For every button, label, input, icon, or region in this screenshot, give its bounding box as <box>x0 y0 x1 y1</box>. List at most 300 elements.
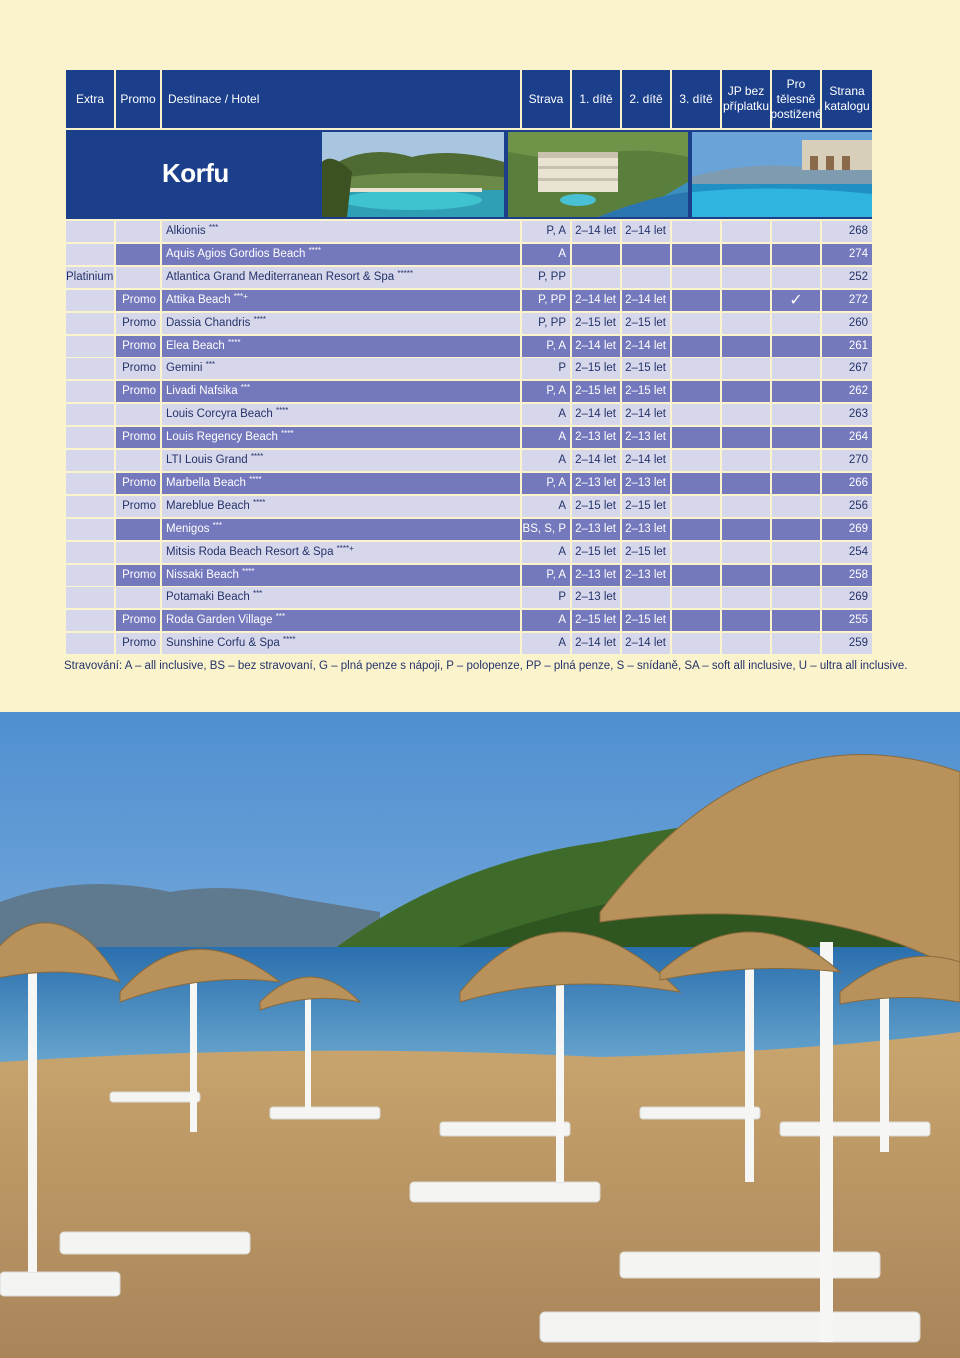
hotel-stars: **** <box>281 429 294 439</box>
table-row <box>66 565 872 586</box>
cell-promo <box>116 565 160 586</box>
hotel-name: Attika Beach <box>166 293 231 306</box>
cell-value: 2–14 let <box>625 454 666 466</box>
cell-page <box>822 427 872 448</box>
cell-name <box>162 473 520 494</box>
cell-c3 <box>672 381 720 402</box>
cell-name <box>162 244 520 265</box>
hotel-stars: **** <box>308 245 322 255</box>
cell-c2 <box>622 610 670 631</box>
cell-value: Promo <box>122 339 156 352</box>
hotel-stars: *** <box>275 612 286 622</box>
cell-extra <box>66 290 114 311</box>
cell-promo <box>116 313 160 334</box>
cell-board <box>522 244 570 265</box>
cell-hc <box>772 313 820 334</box>
table-row <box>66 313 872 334</box>
cell-c3 <box>672 313 720 334</box>
header-page: Strana katalogu <box>822 70 872 128</box>
header-handicap: Pro tělesně postižené <box>772 70 820 128</box>
cell-c3 <box>672 267 720 288</box>
cell-c2 <box>622 427 670 448</box>
cell-promo <box>116 427 160 448</box>
cell-hc <box>772 290 820 311</box>
cell-page <box>822 450 872 471</box>
cell-c1 <box>572 542 620 563</box>
hotel-name: Mareblue Beach <box>166 499 250 512</box>
cell-name <box>162 221 520 242</box>
hotel-name: Marbella Beach <box>166 476 246 489</box>
cell-value: 2–15 let <box>625 316 666 329</box>
cell-c1 <box>572 221 620 242</box>
hotel-stars: **** <box>249 474 262 484</box>
hotel-name: Menigos <box>166 522 210 535</box>
cell-hc <box>772 496 820 517</box>
cell-hc <box>772 221 820 242</box>
cell-extra <box>66 610 114 631</box>
header-child1: 1. dítě <box>572 70 620 128</box>
cell-c1 <box>572 450 620 471</box>
cell-name <box>162 358 520 379</box>
cell-value: 2–14 let <box>625 408 666 421</box>
cell-extra <box>66 450 114 471</box>
cell-extra <box>66 519 114 540</box>
cell-hc <box>772 358 820 379</box>
cell-c1 <box>572 404 620 425</box>
cell-value: P, A <box>546 385 566 398</box>
cell-value: Promo <box>122 431 156 444</box>
cell-c2 <box>622 244 670 265</box>
hotel-stars: *** <box>205 360 215 370</box>
cell-extra <box>66 427 114 448</box>
cell-name <box>162 313 520 334</box>
cell-c3 <box>672 290 720 311</box>
hotel-name: Atlantica Grand Mediterranean Resort & Spa <box>166 270 395 283</box>
cell-value: 2–14 let <box>625 293 666 306</box>
table-row <box>66 587 872 608</box>
cell-value: 2–15 let <box>575 362 616 375</box>
cell-c3 <box>672 565 720 586</box>
table-row <box>66 336 872 357</box>
cell-c1 <box>572 473 620 494</box>
cell-value: 264 <box>848 431 868 444</box>
cell-extra <box>66 542 114 563</box>
cell-c3 <box>672 358 720 379</box>
cell-c3 <box>672 587 720 608</box>
cell-value: 256 <box>848 499 868 512</box>
cell-hc <box>772 267 820 288</box>
cell-value: 2–13 let <box>575 431 616 444</box>
cell-name <box>162 267 520 288</box>
cell-promo <box>116 267 160 288</box>
cell-board <box>522 587 570 608</box>
cell-c2 <box>622 633 670 654</box>
cell-value: 254 <box>848 545 868 558</box>
cell-value: 2–15 let <box>575 545 616 558</box>
cell-jp <box>722 450 770 471</box>
cell-page <box>822 496 872 517</box>
cell-promo <box>116 587 160 608</box>
cell-board <box>522 313 570 334</box>
cell-jp <box>722 381 770 402</box>
cell-promo <box>116 358 160 379</box>
table-row <box>66 290 872 311</box>
cell-hc <box>772 610 820 631</box>
region-banner <box>66 130 872 219</box>
hotel-stars: **** <box>250 452 264 461</box>
cell-extra <box>66 473 114 494</box>
hotel-stars: *** <box>252 589 263 599</box>
cell-hc <box>772 427 820 448</box>
cell-c2 <box>622 587 670 608</box>
cell-c3 <box>672 221 720 242</box>
hotel-name: Gemini <box>166 362 203 375</box>
cell-c2 <box>622 519 670 540</box>
cell-c3 <box>672 450 720 471</box>
cell-c3 <box>672 427 720 448</box>
table-row <box>66 358 872 379</box>
cell-promo <box>116 496 160 517</box>
cell-c2 <box>622 473 670 494</box>
cell-value: 272 <box>848 293 868 306</box>
cell-page <box>822 358 872 379</box>
cell-jp <box>722 519 770 540</box>
cell-name <box>162 542 520 563</box>
cell-page <box>822 404 872 425</box>
hotel-name: LTI Louis Grand <box>166 454 248 466</box>
cell-c1 <box>572 565 620 586</box>
cell-value: 2–13 let <box>625 568 666 581</box>
hotel-stars: **** <box>275 406 289 416</box>
cell-name <box>162 519 520 540</box>
cell-name <box>162 610 520 631</box>
cell-name <box>162 336 520 357</box>
cell-promo <box>116 610 160 631</box>
table-row <box>66 221 872 242</box>
cell-value: 2–15 let <box>625 614 666 627</box>
cell-board <box>522 450 570 471</box>
cell-board <box>522 496 570 517</box>
cell-value: BS, S, P <box>522 522 566 535</box>
cell-value: 258 <box>848 568 868 581</box>
cell-c3 <box>672 633 720 654</box>
cell-value: P <box>558 591 566 604</box>
cell-value: P, PP <box>538 316 566 329</box>
cell-c1 <box>572 267 620 288</box>
cell-value: 269 <box>848 591 868 604</box>
cell-promo <box>116 336 160 357</box>
cell-c1 <box>572 244 620 265</box>
hotel-stars: **** <box>228 337 241 347</box>
hotel-name: Roda Garden Village <box>166 614 273 627</box>
cell-name <box>162 496 520 517</box>
table-row <box>66 404 872 425</box>
cell-c2 <box>622 496 670 517</box>
header-extra: Extra <box>66 70 114 128</box>
cell-page <box>822 610 872 631</box>
handicap-check-icon: ✓ <box>789 291 803 309</box>
cell-extra <box>66 565 114 586</box>
cell-value: 2–13 let <box>575 568 616 581</box>
hotel-stars: ***** <box>397 268 413 278</box>
cell-hc <box>772 519 820 540</box>
cell-page <box>822 244 872 265</box>
cell-c3 <box>672 244 720 265</box>
cell-c1 <box>572 496 620 517</box>
table-row <box>66 244 872 265</box>
cell-value: 252 <box>848 270 868 283</box>
cell-page <box>822 587 872 608</box>
hotel-name: Potamaki Beach <box>166 591 250 604</box>
hotel-photo-bay <box>322 132 504 217</box>
cell-hc <box>772 473 820 494</box>
cell-board <box>522 519 570 540</box>
cell-c2 <box>622 450 670 471</box>
cell-value: A <box>558 545 566 558</box>
cell-c2 <box>622 565 670 586</box>
cell-value: 2–14 let <box>625 339 666 352</box>
cell-extra <box>66 358 114 379</box>
cell-promo <box>116 290 160 311</box>
cell-value: 2–14 let <box>575 339 616 352</box>
cell-jp <box>722 404 770 425</box>
cell-value: 2–13 let <box>625 476 666 489</box>
cell-c2 <box>622 267 670 288</box>
header-promo: Promo <box>116 70 160 128</box>
cell-c3 <box>672 336 720 357</box>
cell-hc <box>772 542 820 563</box>
hotel-name: Sunshine Corfu & Spa <box>166 637 280 650</box>
cell-jp <box>722 221 770 242</box>
header-board: Strava <box>522 70 570 128</box>
cell-value: A <box>558 637 566 650</box>
cell-value: 2–14 let <box>575 293 616 306</box>
cell-jp <box>722 565 770 586</box>
cell-board <box>522 381 570 402</box>
cell-board <box>522 221 570 242</box>
cell-value: 274 <box>848 247 868 260</box>
hotel-name: Mitsis Roda Beach Resort & Spa <box>166 545 334 558</box>
cell-c3 <box>672 496 720 517</box>
cell-page <box>822 313 872 334</box>
hotel-photo-pool <box>692 132 872 217</box>
cell-hc <box>772 565 820 586</box>
beach-photo <box>0 712 960 1358</box>
hotel-name: Aquis Agios Gordios Beach <box>166 247 306 260</box>
cell-c2 <box>622 221 670 242</box>
cell-name <box>162 450 520 471</box>
cell-page <box>822 473 872 494</box>
cell-value: P, A <box>546 339 566 352</box>
cell-extra <box>66 381 114 402</box>
cell-extra <box>66 587 114 608</box>
cell-value: A <box>558 408 566 421</box>
cell-name <box>162 427 520 448</box>
cell-page <box>822 221 872 242</box>
hotel-name: Louis Corcyra Beach <box>166 408 273 421</box>
hotel-stars: *** <box>240 383 251 393</box>
cell-name <box>162 565 520 586</box>
cell-jp <box>722 267 770 288</box>
cell-c2 <box>622 336 670 357</box>
cell-value: 2–15 let <box>575 316 616 329</box>
table-row <box>66 542 872 563</box>
cell-hc <box>772 336 820 357</box>
cell-c1 <box>572 358 620 379</box>
cell-c3 <box>672 542 720 563</box>
cell-promo <box>116 519 160 540</box>
cell-jp <box>722 542 770 563</box>
hotel-name: Louis Regency Beach <box>166 431 278 444</box>
cell-extra <box>66 267 114 288</box>
cell-promo <box>116 244 160 265</box>
cell-jp <box>722 290 770 311</box>
table-row <box>66 519 872 540</box>
cell-value: P <box>558 362 566 375</box>
table-row <box>66 267 872 288</box>
cell-jp <box>722 336 770 357</box>
cell-page <box>822 267 872 288</box>
cell-c3 <box>672 610 720 631</box>
cell-value: Promo <box>122 499 156 512</box>
cell-value: 2–15 let <box>575 385 616 398</box>
cell-name <box>162 633 520 654</box>
cell-value: 270 <box>848 454 868 466</box>
table-row <box>66 473 872 494</box>
cell-name <box>162 381 520 402</box>
cell-c2 <box>622 542 670 563</box>
cell-hc <box>772 633 820 654</box>
cell-value: 2–14 let <box>625 225 666 237</box>
cell-value: 268 <box>848 225 868 237</box>
cell-value: P, PP <box>538 270 566 283</box>
cell-value: Promo <box>122 316 156 329</box>
cell-board <box>522 427 570 448</box>
cell-value: Promo <box>122 293 156 306</box>
cell-value: A <box>558 247 566 260</box>
cell-c1 <box>572 633 620 654</box>
hotel-stars: **** <box>242 566 255 576</box>
cell-c2 <box>622 381 670 402</box>
cell-value: A <box>558 431 566 444</box>
cell-promo <box>116 404 160 425</box>
cell-page <box>822 633 872 654</box>
hotel-photo-resort <box>508 132 688 217</box>
cell-c2 <box>622 313 670 334</box>
cell-value: 2–13 let <box>575 476 616 489</box>
cell-jp <box>722 610 770 631</box>
cell-value: Platinium <box>66 270 114 283</box>
cell-value: P, PP <box>538 293 566 306</box>
cell-value: Promo <box>122 614 156 627</box>
hotel-name: Alkionis <box>166 225 206 237</box>
cell-extra <box>66 313 114 334</box>
table-row <box>66 496 872 517</box>
cell-extra <box>66 633 114 654</box>
cell-value: 261 <box>848 339 868 352</box>
cell-jp <box>722 244 770 265</box>
cell-jp <box>722 587 770 608</box>
cell-name <box>162 587 520 608</box>
cell-value: 2–14 let <box>575 637 616 650</box>
cell-page <box>822 336 872 357</box>
cell-jp <box>722 358 770 379</box>
cell-page <box>822 381 872 402</box>
cell-value: 2–14 let <box>575 454 616 466</box>
cell-c1 <box>572 313 620 334</box>
header-child2: 2. dítě <box>622 70 670 128</box>
cell-c1 <box>572 587 620 608</box>
cell-value: 255 <box>848 614 868 627</box>
cell-value: Promo <box>122 385 156 398</box>
table-row <box>66 427 872 448</box>
cell-value: 2–13 let <box>575 522 616 535</box>
cell-promo <box>116 473 160 494</box>
cell-hc <box>772 244 820 265</box>
cell-extra <box>66 404 114 425</box>
cell-hc <box>772 381 820 402</box>
table-row <box>66 450 872 471</box>
hotel-name: Nissaki Beach <box>166 568 239 581</box>
cell-c2 <box>622 404 670 425</box>
cell-page <box>822 519 872 540</box>
cell-hc <box>772 587 820 608</box>
cell-extra <box>66 496 114 517</box>
cell-promo <box>116 450 160 471</box>
cell-board <box>522 290 570 311</box>
cell-c2 <box>622 358 670 379</box>
cell-board <box>522 404 570 425</box>
header-destination: Destinace / Hotel <box>162 70 520 128</box>
cell-board <box>522 473 570 494</box>
cell-promo <box>116 633 160 654</box>
cell-value: 2–14 let <box>575 408 616 421</box>
cell-c3 <box>672 404 720 425</box>
cell-value: 269 <box>848 522 868 535</box>
cell-promo <box>116 542 160 563</box>
cell-hc <box>772 450 820 471</box>
hotel-name: Dassia Chandris <box>166 316 251 329</box>
table-row <box>66 633 872 654</box>
cell-value: 2–15 let <box>625 385 666 398</box>
cell-value: Promo <box>122 637 156 650</box>
hotel-stars: **** <box>252 497 266 507</box>
hotel-name: Livadi Nafsika <box>166 385 238 398</box>
cell-value: Promo <box>122 476 156 489</box>
cell-page <box>822 290 872 311</box>
cell-board <box>522 358 570 379</box>
cell-value: 266 <box>848 476 868 489</box>
cell-value: P, A <box>546 476 566 489</box>
hotel-stars: *** <box>208 223 219 232</box>
cell-value: 2–15 let <box>625 499 666 512</box>
cell-value: A <box>558 454 566 466</box>
cell-extra <box>66 221 114 242</box>
cell-promo <box>116 221 160 242</box>
hotel-stars: **** <box>253 314 267 324</box>
region-title: Korfu <box>162 158 229 188</box>
table-row <box>66 610 872 631</box>
cell-jp <box>722 633 770 654</box>
hotel-stars: *** <box>212 520 223 530</box>
cell-c1 <box>572 290 620 311</box>
cell-value: P, A <box>546 568 566 581</box>
cell-c1 <box>572 519 620 540</box>
cell-value: 263 <box>848 408 868 421</box>
cell-c1 <box>572 427 620 448</box>
hotel-stars: ****+ <box>336 543 354 553</box>
cell-value: A <box>558 499 566 512</box>
